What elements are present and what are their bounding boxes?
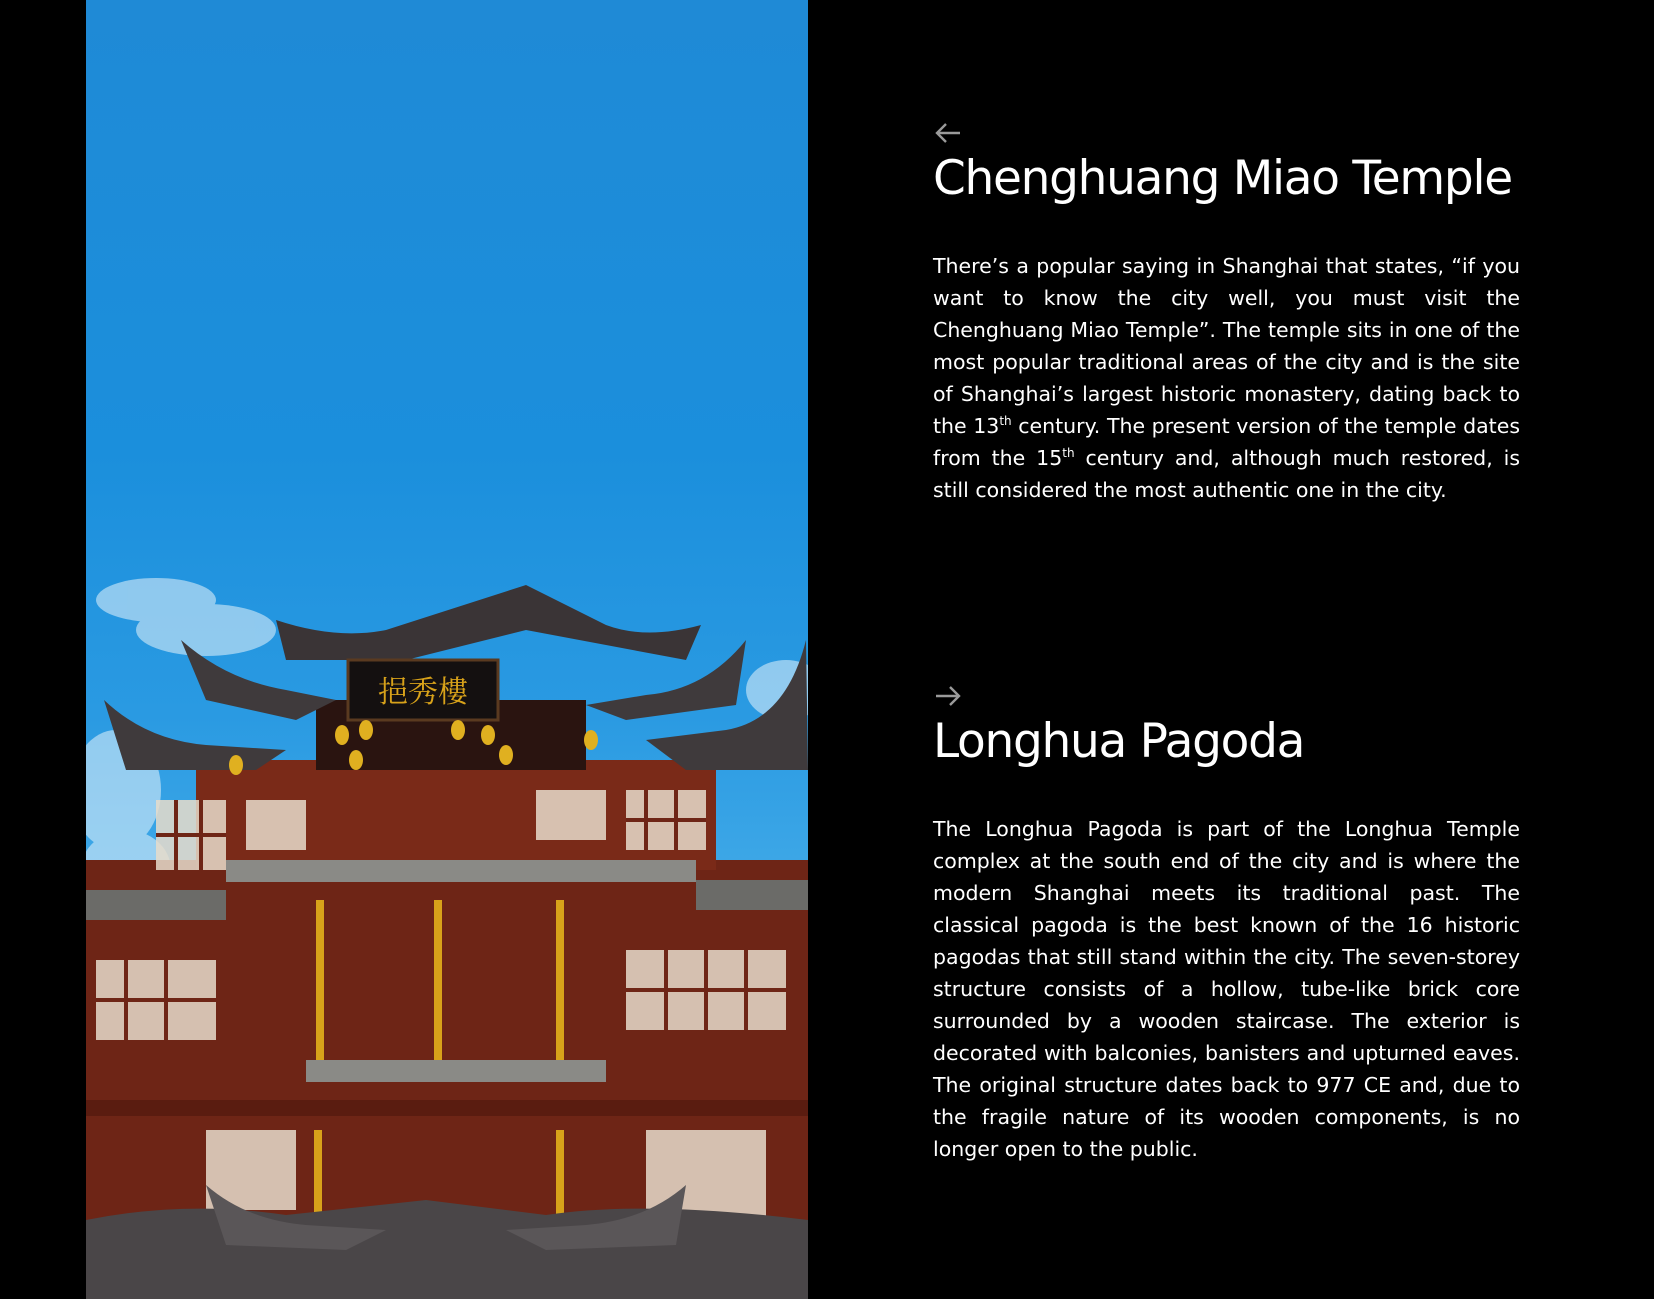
section-longhua (933, 685, 1520, 1165)
arrow-right-icon[interactable] (934, 685, 962, 707)
section-title: Chenghuang Miao Temple (933, 151, 1512, 206)
section-body (933, 250, 1520, 506)
body-text-part: century and, although much restored, is still considered the most authentic one in the city. (933, 446, 1520, 502)
temple-photo (86, 0, 808, 1299)
body-text-part: There’s a popular saying in Shanghai that states, “if you want to know the city well, you must visit the Chenghuang Miao Temple”. The temple sits in one of the most popular traditional areas of the city and is the site of Shanghai’s largest historic monastery, dating back to the 13 (933, 254, 1520, 438)
section-body (933, 813, 1520, 1165)
arrow-left-icon[interactable] (934, 122, 962, 144)
section-chenghuang (933, 122, 1520, 506)
ordinal-suffix: th (1062, 446, 1075, 461)
ordinal-suffix: th (999, 414, 1012, 429)
temple-illustration (86, 0, 808, 1299)
body-text-part: The Longhua Pagoda is part of the Longhua Temple complex at the south end of the city and is where the modern Shanghai meets its traditional past. The classical pagoda is the best known of the 16 historic pagodas that still stand within the city. The seven-storey structure consists of a hollow, tube-like brick core surrounded by a wooden staircase. The exterior is decorated with balconies, banisters and upturned eaves. The original structure dates back to 977 CE and, due to the fragile nature of its wooden components, is no longer open to the public. (933, 817, 1520, 1161)
body-text-part: century. The present version of the temple dates from the 15 (933, 414, 1520, 470)
section-title: Longhua Pagoda (933, 714, 1305, 769)
sign-text: 挹秀樓 (378, 675, 468, 710)
